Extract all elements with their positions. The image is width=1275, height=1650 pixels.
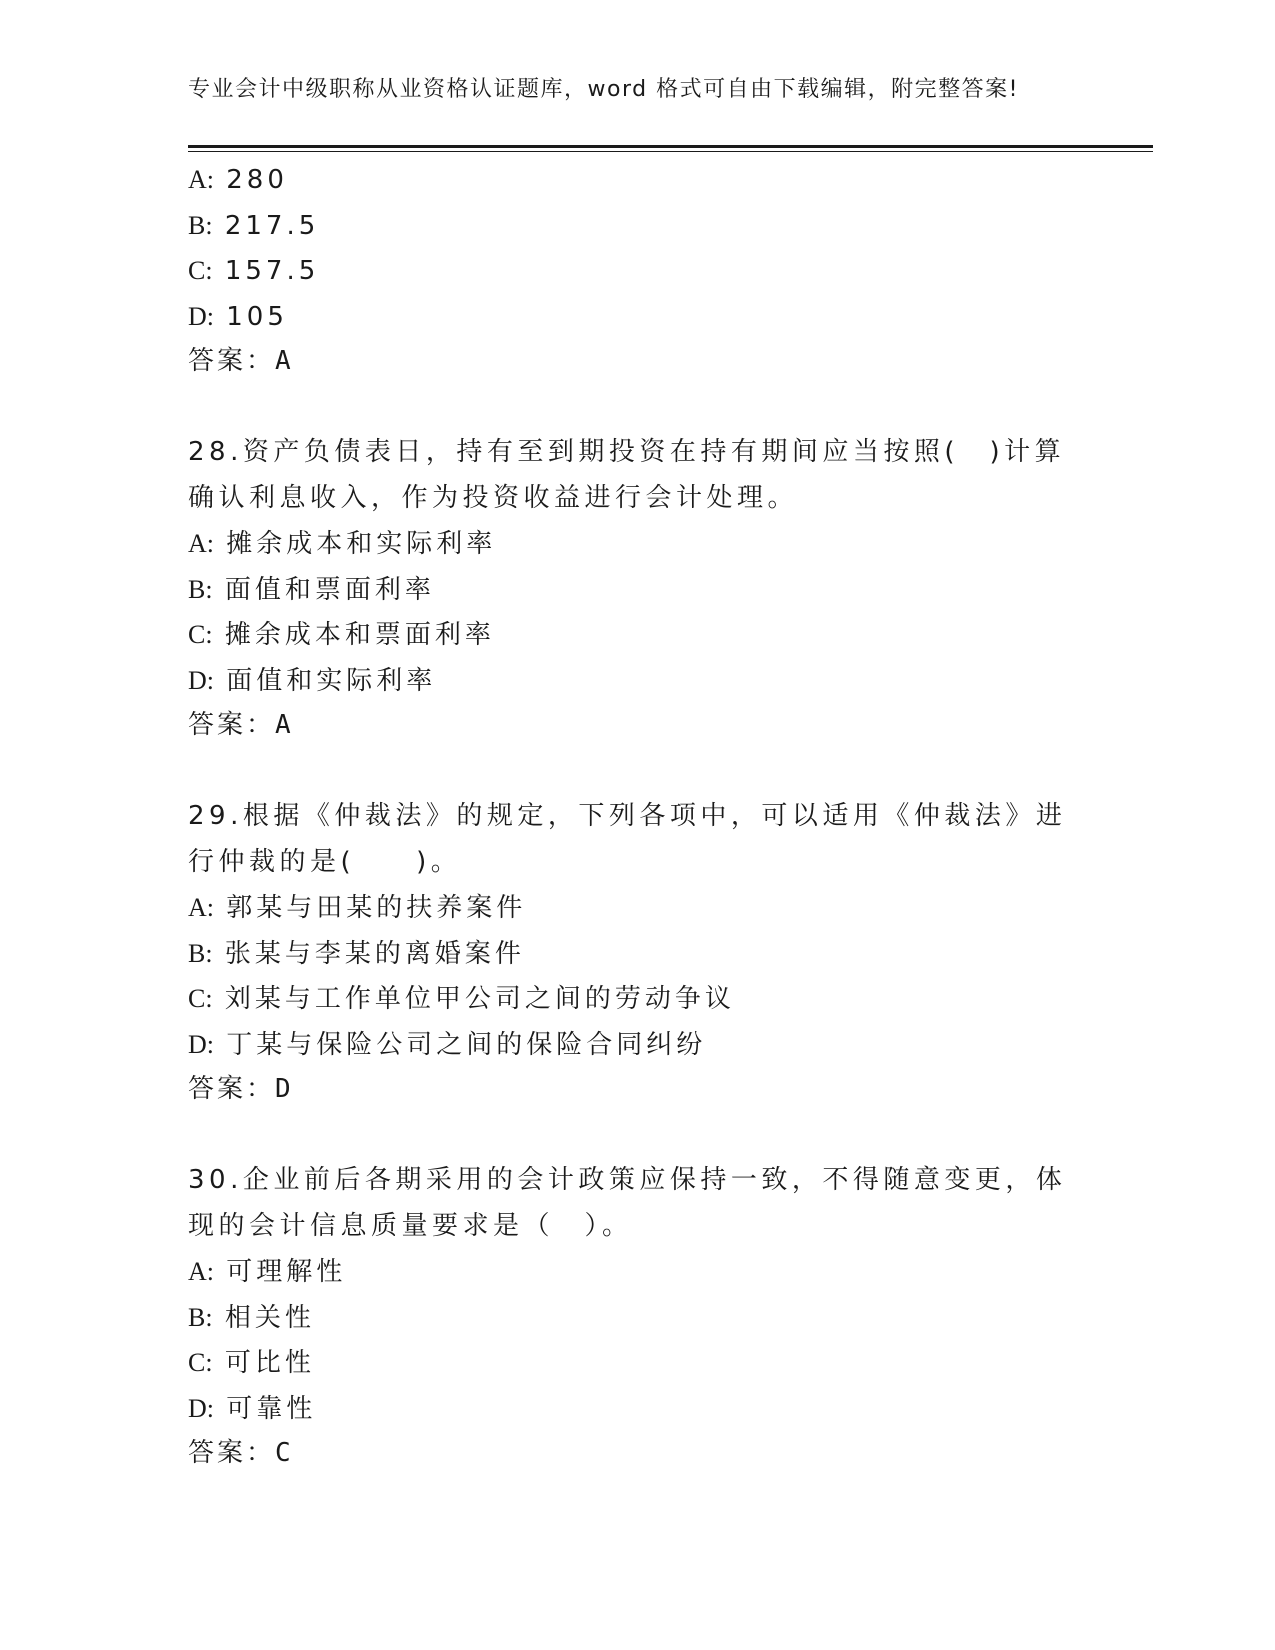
option-key: D: (188, 1029, 214, 1059)
option-key: A: (188, 529, 214, 558)
header-rule-thick (188, 145, 1153, 148)
question-stem: 28.资产负债表日，持有至到期投资在持有期间应当按照( )计算确认利息收入，作为投资收益进行会计处理。 (188, 437, 1066, 513)
option-text: 丁某与保险公司之间的保险合同纠纷 (214, 1029, 707, 1060)
option-c (188, 248, 1088, 294)
option-a (188, 1249, 1088, 1295)
option-text: 217.5 (212, 210, 320, 241)
question-stem: 30.企业前后各期采用的会计政策应保持一致，不得随意变更，体现的会计信息质量要求是（ ）。 (188, 1165, 1067, 1241)
answer-label: 答案： (188, 710, 276, 740)
option-text: 张某与李某的离婚案件 (212, 938, 525, 969)
answer-label: 答案： (188, 1074, 276, 1104)
option-b (188, 1295, 1088, 1341)
answer-value: A (275, 710, 291, 740)
question-block-28 (188, 430, 1088, 749)
answer-value: A (275, 346, 291, 376)
spacer (188, 749, 1088, 795)
option-text: 280 (214, 165, 288, 195)
option-text: 郭某与田某的扶养案件 (214, 893, 527, 923)
question-block-27 (188, 157, 1088, 385)
option-text: 摊余成本和票面利率 (212, 620, 495, 650)
option-d (188, 1022, 1088, 1068)
option-c (188, 612, 1088, 658)
header-rule-thin (188, 151, 1153, 152)
option-b (188, 567, 1088, 613)
option-key: A: (188, 1257, 214, 1286)
option-d (188, 294, 1088, 340)
option-key: B: (188, 574, 213, 604)
option-d (188, 658, 1088, 704)
option-key: C: (188, 984, 213, 1013)
option-a (188, 157, 1088, 203)
option-text: 157.5 (212, 256, 320, 286)
question-stem: 29.根据《仲裁法》的规定，下列各项中，可以适用《仲裁法》进行仲裁的是( )。 (188, 801, 1067, 877)
option-text: 可理解性 (214, 1257, 347, 1287)
answer-value: C (275, 1438, 291, 1468)
answer-line (188, 703, 1088, 749)
answer-value: D (275, 1074, 291, 1104)
option-text: 105 (214, 301, 288, 332)
answer-line (188, 1067, 1088, 1113)
option-text: 面值和票面利率 (212, 574, 435, 605)
option-key: D: (188, 301, 214, 331)
option-text: 刘某与工作单位甲公司之间的劳动争议 (212, 984, 735, 1014)
question-list (188, 157, 1088, 1477)
answer-label: 答案： (188, 346, 276, 376)
answer-label: 答案： (188, 1438, 276, 1468)
question-block-30 (188, 1158, 1088, 1477)
option-key: A: (188, 893, 214, 922)
spacer (188, 385, 1088, 431)
option-key: D: (188, 665, 214, 695)
option-d (188, 1386, 1088, 1432)
option-key: B: (188, 210, 213, 240)
option-key: C: (188, 256, 213, 285)
option-key: C: (188, 620, 213, 649)
option-key: C: (188, 1348, 213, 1377)
option-text: 可靠性 (214, 1393, 317, 1424)
option-text: 面值和实际利率 (214, 665, 437, 696)
option-c (188, 1340, 1088, 1386)
option-key: B: (188, 938, 213, 968)
option-b (188, 931, 1088, 977)
option-b (188, 203, 1088, 249)
spacer (188, 1113, 1088, 1159)
option-key: A: (188, 165, 214, 194)
option-a (188, 521, 1088, 567)
option-key: D: (188, 1393, 214, 1423)
question-block-29 (188, 794, 1088, 1113)
option-text: 相关性 (212, 1302, 315, 1333)
option-a (188, 885, 1088, 931)
page-header: 专业会计中级职称从业资格认证题库，word 格式可自由下载编辑，附完整答案! (188, 77, 1019, 102)
option-key: B: (188, 1302, 213, 1332)
option-c (188, 976, 1088, 1022)
option-text: 摊余成本和实际利率 (214, 529, 497, 559)
answer-line (188, 339, 1088, 385)
option-text: 可比性 (212, 1348, 315, 1378)
answer-line (188, 1431, 1088, 1477)
